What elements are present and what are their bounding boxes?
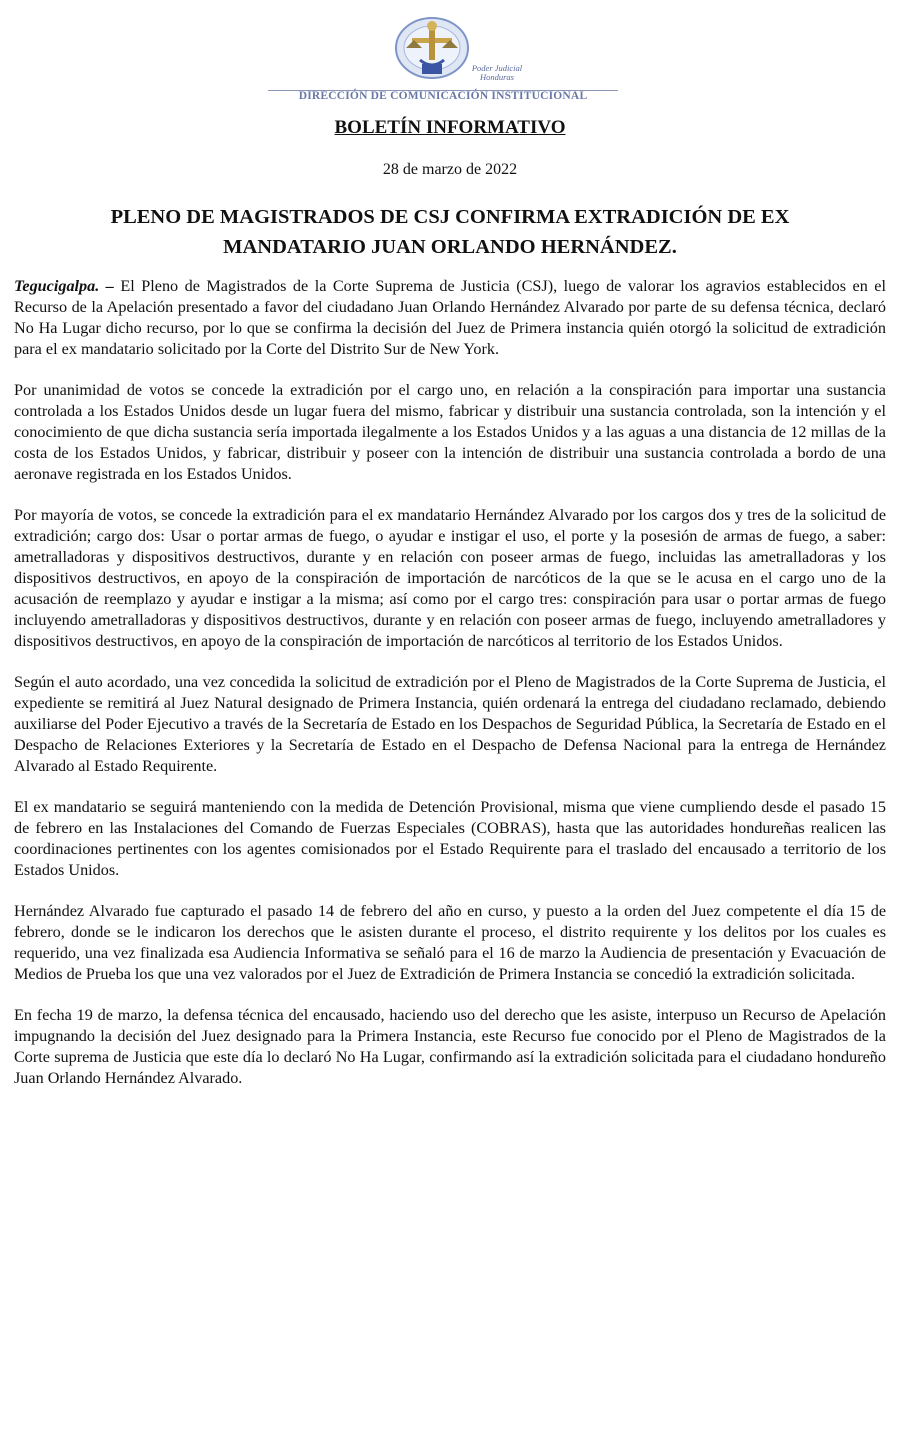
logo-text: Poder Judicial Honduras <box>471 63 523 82</box>
lead-paragraph <box>14 276 886 360</box>
bulletin-date: 28 de marzo de 2022 <box>382 161 518 178</box>
headline: PLENO DE MAGISTRADOS DE CSJ CONFIRMA EXTRADICIÓN DE EX MANDATARIO JUAN ORLANDO HERNÁNDEZ. <box>110 206 790 258</box>
letterhead <box>0 8 900 108</box>
bulletin-title: BOLETÍN INFORMATIVO <box>334 117 566 138</box>
poder-judicial-seal-icon <box>392 12 472 84</box>
department-name: DIRECCIÓN DE COMUNICACIÓN INSTITUCIONAL <box>298 90 588 102</box>
article-body <box>14 276 886 1109</box>
lead-text: El Pleno de Magistrados de la Corte Suprema de Justicia (CSJ), luego de valorar los agravios establecidos en el Recurso de la Apelación presentado a favor del ciudadano Juan Orlando Hernández Alvarado por parte de su defensa técnica, declaró No Ha Lugar dicho recurso, por lo que se confirma la decisión del Juez de Primera instancia quién otorgó la solicitud de extradición para el ex mandatario solicitado por la Corte del Distrito Sur de New York. <box>14 277 886 359</box>
paragraph: Por mayoría de votos, se concede la extradición para el ex mandatario Hernández Alvarado por los cargos dos y tres de la solicitud de extradición; cargo dos: Usar o portar armas de fuego, o ayudar e instigar el uso, el porte y la posesión de armas de fuego, a saber: ametralladoras y dispositivos destructivos, durante y en relación con poseer armas de fuego, incluidas las ametralladoras y los dispositivos destructivos, en apoyo de la conspiración de importación de narcóticos de la que se le acusa en el cargo uno de la acusación de reemplazo y ayudar e instigar a la misma; así como por el cargo tres: conspiración para usar o portar armas de fuego incluyendo ametralladoras y dispositivos destructivos, durante y en relación con poseer armas de fuego, incluyendo ametralladores y dispositivos destructivos, en apoyo de la conspiración de importación de narcóticos al territorio de los Estados Unidos. <box>14 505 886 651</box>
paragraph: Por unanimidad de votos se concede la extradición por el cargo uno, en relación a la conspiración para importar una sustancia controlada a los Estados Unidos desde un lugar fuera del mismo, fabricar y distribuir una sustancia controlada, son la intención y el conocimiento de que dicha sustancia sería importada ilegalmente a los Estados Unidos y a las aguas a una distancia de 12 millas de la costa de los Estados Unidos, y fabricar, distribuir y poseer con la intención de distribuir una sustancia controlada a bordo de una aeronave registrada en los Estados Unidos. <box>14 380 886 484</box>
paragraph: Según el auto acordado, una vez concedida la solicitud de extradición por el Pleno de Magistrados de la Corte Suprema de Justicia, el expediente se remitirá al Juez Natural designado de Primera Instancia, quién ordenará la entrega del ciudadano reclamado, debiendo auxiliarse del Poder Ejecutivo a través de la Secretaría de Estado en los Despachos de Seguridad Pública, la Secretaría de Estado en el Despacho de Relaciones Exteriores y la Secretaría de Estado en el Despacho de Defensa Nacional para la entrega de Hernández Alvarado al Estado Requirente. <box>14 673 886 776</box>
paragraph: En fecha 19 de marzo, la defensa técnica del encausado, haciendo uso del derecho que les asiste, interpuso un Recurso de Apelación impugnando la decisión del Juez designado para la Primera Instancia, este Recurso fue conocido por el Pleno de Magistrados de la Corte suprema de Justicia que este día lo declaró No Ha Lugar, confirmando así la extradición solicitada para el ciudadano hondureño Juan Orlando Hernández Alvarado. <box>14 1005 886 1087</box>
paragraph: Hernández Alvarado fue capturado el pasado 14 de febrero del año en curso, y puesto a la orden del Juez competente el día 15 de febrero, donde se le indicaron los derechos que le asisten durante el proceso, el distrito requirente y los delitos por los cuales es requerido, una vez finalizada esa Audiencia Informativa se señaló para el 16 de marzo la Audiencia de presentación y Evacuación de Medios de Prueba los que una vez valorados por el Juez de Extradición de Primera Instancia se concedió la extradición solicitada. <box>14 901 886 984</box>
dateline-place: Tegucigalpa. – <box>14 277 114 295</box>
paragraph: El ex mandatario se seguirá manteniendo con la medida de Detención Provisional, misma que viene cumpliendo desde el pasado 15 de febrero en las Instalaciones del Comando de Fuerzas Especiales (COBRAS), hasta que las autoridades hondureñas realicen las coordinaciones pertinentes con los agentes comisionados por el Estado Requirente para el traslado del encausado a territorio de los Estados Unidos. <box>14 797 886 880</box>
